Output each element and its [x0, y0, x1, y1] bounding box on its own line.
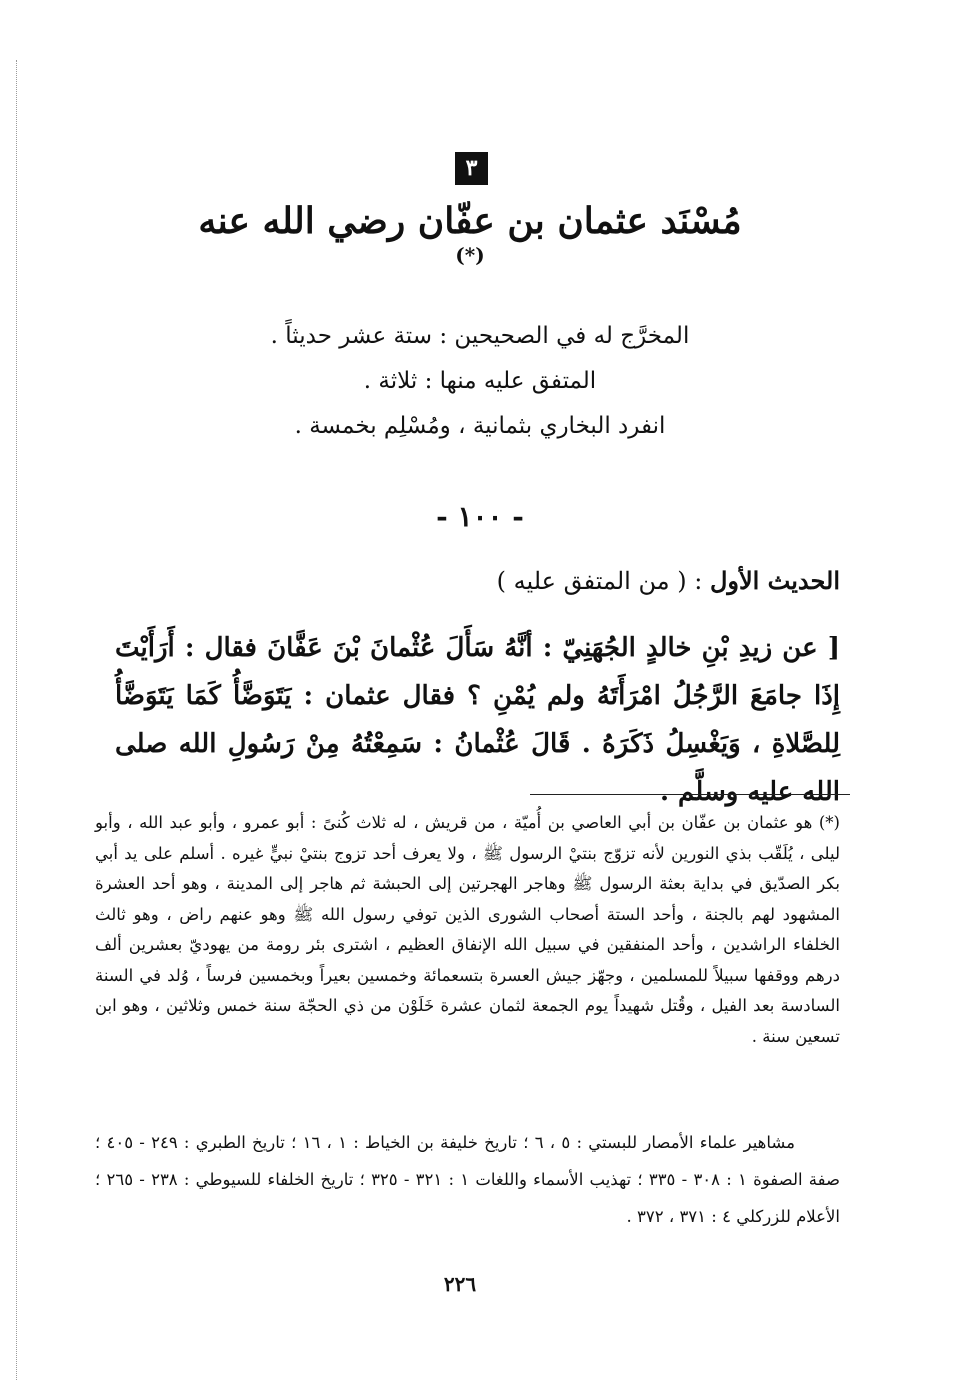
- hadith-number: - ١٠٠ -: [436, 500, 524, 533]
- hadith-statistics: [200, 314, 760, 449]
- hadith-heading: [200, 566, 840, 595]
- stats-line-agreed: المتفق عليه منها : ثلاثة .: [363, 368, 597, 394]
- chapter-number-badge: ٣: [455, 152, 488, 185]
- footnote-biography: (*) هو عثمان بن عفّان بن أبي العاصي بن أُميّة ، من قريش ، له ثلاث كُنىً : أبو عمرو ، وأبو عبد الله ، وأبو ليلى ، يُلَقّب بذي النورين لأنه تزوّج بنتيْ الرسول ﷺ ، ولا يعرف أحد تزوج بنتيْ نبيٍّ غيره . أسلم على يد أبي بكر الصدّيق في بداية بعثة الرسول ﷺ وهاجر الهجرتين إلى الحبشة ثم هاجر إلى المدينة ، وهو أحد العشرة المشهود لهم بالجنة ، وأحد الستة أصحاب الشورى الذين توفي رسول الله ﷺ وهو عنهم راض ، وهو ثالث الخلفاء الراشدين ، وأحد المنفقين في سبيل الله الإنفاق العظيم ، اشترى بئر رومة من يهوديّ بعشرين ألف درهم ووقفها سبيلاً للمسلمين ، وجهّز جيش العسرة بتسعمائة وخمسين بعيراً وبخمسين فرساً ، وُلد في السنة السادسة بعد الفيل ، وقُتل شهيداً يوم الجمعة لثمان عشرة خَلَوْن من ذي الحجّة سنة خمس وثلاثين ، وهو ابن تسعين سنة .: [95, 813, 840, 1046]
- footnote-divider: [530, 794, 850, 795]
- stats-line-sahihain: المخرَّج له في الصحيحين : ستة عشر حديثاً .: [270, 323, 690, 349]
- hadith-heading-title: الحديث الأول: [709, 566, 840, 595]
- chapter-title-text: مُسْنَد عثمان بن عفّان رضي الله عنه: [198, 200, 742, 242]
- hadith-text: [ عن زيدِ بْنِ خالدٍ الجُهَنِيّ : أنَّهُ سَأَلَ عُثْمانَ بْنَ عَفَّانَ فقال : أَرَأَيْتَ إِذَا جامَعَ الرَّجُلُ امْرَأَتَهُ ولم يُمْنِ ؟ فقال عثمان : يَتَوَضَّأُ كَمَا يَتَوَضَّأُ لِلصَّلاةِ ، وَيَغْسِلُ ذَكَرَهُ . قَالَ عُثْمانُ : سَمِعْتُهُ مِنْ رَسُولِ الله صلى الله عليه وسلَّم .: [115, 633, 840, 807]
- footnote-marker: (*): [455, 243, 485, 267]
- scan-edge-line: [16, 60, 17, 1380]
- chapter-title: [180, 200, 760, 284]
- page-number: ٢٢٦: [443, 1272, 477, 1296]
- hadith-heading-category: : ( من المتفق عليه ): [496, 567, 710, 595]
- stats-line-individual: انفرد البخاري بثمانية ، ومُسْلِم بخمسة .: [294, 413, 666, 439]
- footnote-sources: مشاهير علماء الأمصار للبستي : ٥ ، ٦ ؛ تاريخ خليفة بن الخياط : ١ ، ١٦ ؛ تاريخ الطبري : ٢٤٩ - ٤٠٥ ؛ صفة الصفوة ١ : ٣٠٨ - ٣٣٥ ؛ تهذيب الأسماء واللغات ١ : ٣٢١ - ٣٢٥ ؛ تاريخ الخلفاء للسيوطي : ٢٣٨ - ٢٦٥ ؛ الأعلام للزركلي ٤ : ٣٧١ ، ٣٧٢ .: [95, 1133, 840, 1226]
